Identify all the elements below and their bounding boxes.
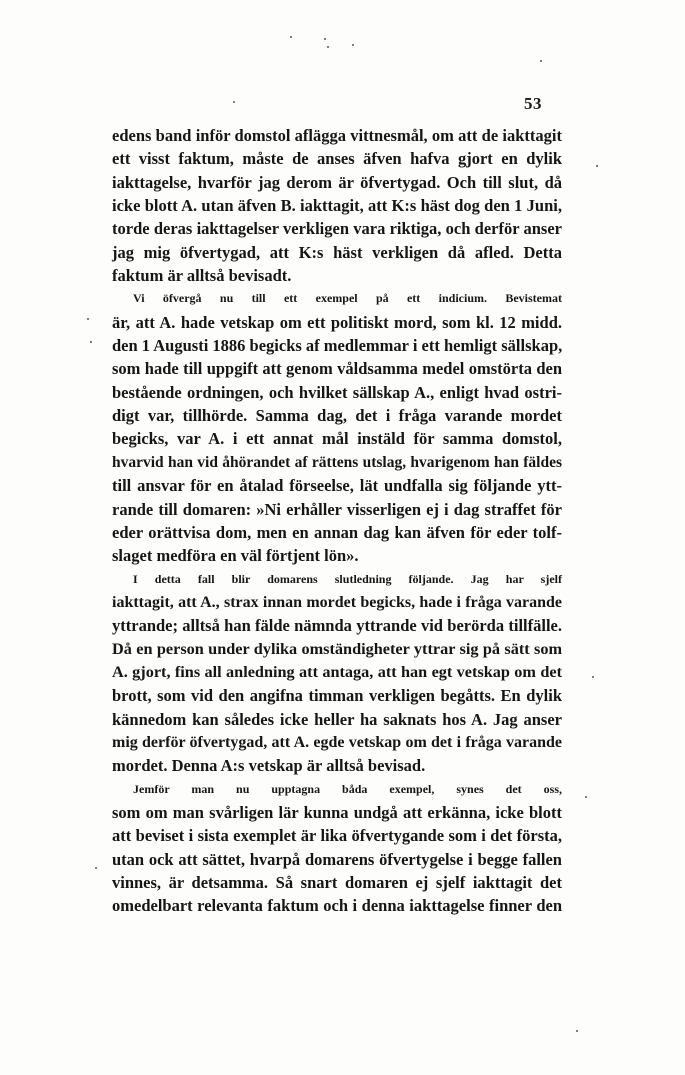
- text-line: utan ock att sättet, hvarpå domarens öfvertygelse i begge fallen: [112, 849, 562, 869]
- text-line: jag mig öfvertygad, att K:s häst verkligen då afled. Detta: [112, 242, 562, 262]
- text-line: hvarvid han vid åhörandet af rättens utslag, hvarigenom han fäldes: [112, 453, 562, 471]
- scan-speck: [592, 676, 594, 678]
- text-line: kännedom kan således icke heller ha saknats hos A. Jag anser: [112, 709, 562, 729]
- text-line: att beviset i sista exemplet är lika öfvertygande som i det första,: [112, 826, 562, 846]
- text-line: torde deras iakttagelser verkligen vara riktiga, och derför anser: [112, 219, 562, 239]
- text-line: iakttagit, att A., strax innan mordet begicks, hade i fråga varande: [112, 593, 562, 611]
- scan-speck: [576, 1030, 578, 1032]
- text-line: digt var, tillhörde. Samma dag, det i fråga varande mordet: [112, 406, 562, 426]
- body-text: [112, 124, 562, 918]
- text-line: som om man svårligen lär kunna undgå att erkänna, icke blott: [112, 802, 562, 822]
- text-line: A. gjort, fins all anledning att antaga, att han egt vetskap om det: [112, 662, 562, 681]
- text-line: Jemför man nu upptagna båda exempel, synes det oss,: [133, 781, 562, 796]
- scan-speck: [95, 867, 97, 869]
- text-line: till ansvar för en åtalad förseelse, lät undfalla sig följande ytt-: [112, 476, 562, 496]
- scan-speck: [290, 36, 292, 38]
- scan-speck: [585, 796, 587, 798]
- text-line: I detta fall blir domarens slutledning följande. Jag har sjelf: [133, 571, 562, 586]
- text-line: icke blott A. utan äfven B. iakttagit, att K:s häst dog den 1 Juni,: [112, 196, 562, 216]
- text-line: som hade till uppgift att genom våldsamma medel omstörta den: [112, 359, 562, 379]
- scan-speck: [233, 101, 235, 103]
- scan-speck: [352, 44, 354, 46]
- text-line: brott, som vid den angifna timman verkligen begåtts. En dylik: [112, 686, 562, 706]
- text-line: slaget medföra en väl förtjent lön».: [112, 546, 359, 566]
- text-line: mig derför öfvertygad, att A. egde vetskap om det i fråga varande: [112, 733, 562, 751]
- scan-speck: [327, 46, 329, 48]
- text-line: bestående ordningen, och hvilket sällskap A., enligt hvad ostri-: [112, 382, 562, 402]
- text-line: vinnes, är detsamma. Så snart domaren ej sjelf iakttagit det: [112, 873, 562, 892]
- text-line: rande till domaren: »Ni erhåller visserligen ej i dag straffet för: [112, 499, 562, 519]
- text-line: eder orättvisa dom, men en annan dag kan äfven för eder tolf-: [112, 522, 562, 542]
- text-line: Vi öfvergå nu till ett exempel på ett indicium. Bevistemat: [133, 291, 562, 306]
- scan-speck: [87, 318, 89, 320]
- text-line: Då en person under dylika omständigheter yttrar sig på sätt som: [112, 639, 562, 658]
- scan-speck: [540, 60, 542, 62]
- scan-speck: [324, 38, 326, 40]
- text-line: edens band inför domstol aflägga vittnesmål, om att de iakttagit: [112, 126, 562, 145]
- text-line: begicks, var A. i ett annat mål instäld för samma domstol,: [112, 429, 562, 449]
- text-line: iakttagelse, hvarför jag derom är öfvertygad. Och till slut, då: [112, 172, 562, 192]
- text-line: den 1 Augusti 1886 begicks af medlemmar i ett hemligt sällskap,: [112, 336, 563, 356]
- text-line: omedelbart relevanta faktum och i denna iakttagelse finner den: [112, 896, 562, 916]
- scan-speck: [596, 165, 598, 167]
- text-line: yttrande; alltså han fälde nämnda yttrande vid berörda tillfälle.: [112, 616, 562, 636]
- scan-speck: [90, 341, 92, 343]
- text-line: mordet. Denna A:s vetskap är alltså bevisad.: [112, 756, 426, 776]
- text-line: ett visst faktum, måste de anses äfven hafva gjort en dylik: [112, 149, 562, 169]
- page-number: 53: [524, 94, 542, 113]
- text-line: faktum är alltså bevisadt.: [112, 266, 292, 286]
- text-line: är, att A. hade vetskap om ett politiskt mord, som kl. 12 midd.: [112, 312, 562, 332]
